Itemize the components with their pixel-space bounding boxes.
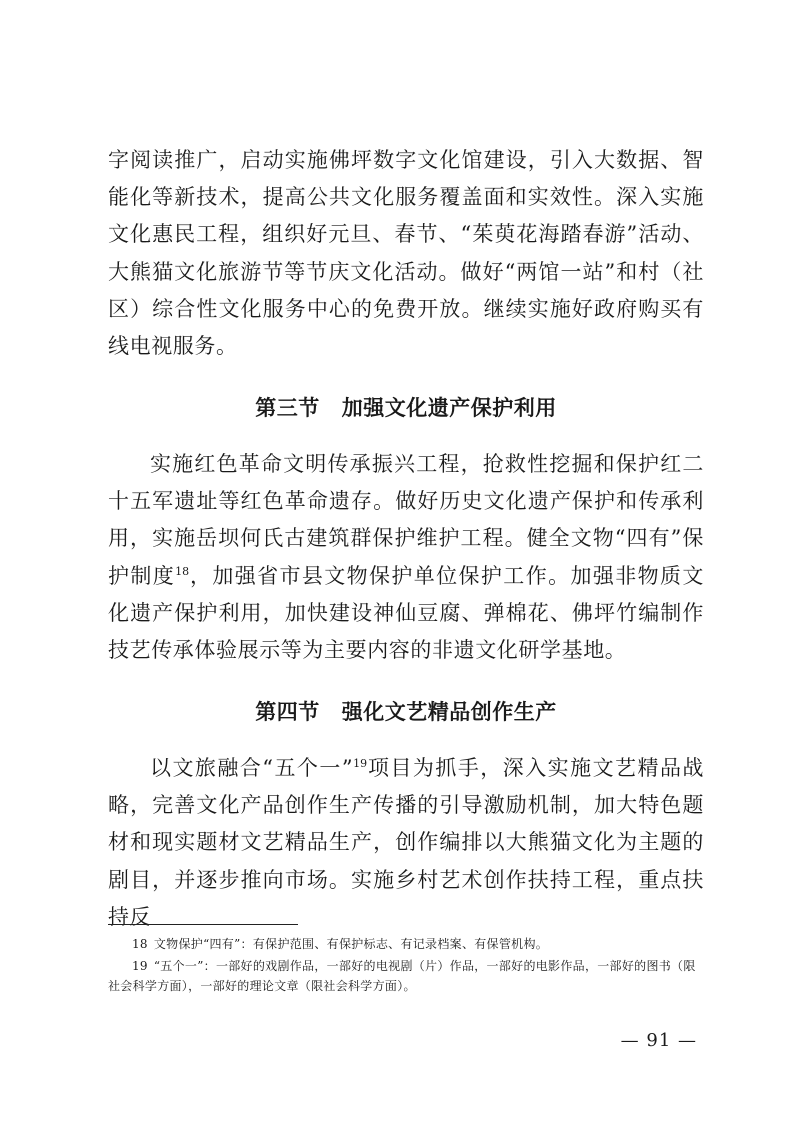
- footnote-text: 文物保护“四有”：有保护范围、有保护标志、有记录档案、有保管机构。: [153, 937, 549, 951]
- section-title: 加强文化遗产保护利用: [341, 396, 557, 420]
- footnote-number: 18: [132, 937, 148, 951]
- paragraph-text: 实施红色革命文明传承振兴工程，抢救性挖掘和保护红二十五军遗址等红色革命遗存。做好历史文化遗产保护和传承利用，实施岳坝何氏古建筑群保护维护工程。健全文物“四有”保护制度: [108, 452, 704, 588]
- footnote-ref-19[interactable]: 19: [353, 757, 368, 770]
- paragraph-text: ，加强省市县文物保护单位保护工作。加强非物质文化遗产保护利用，加快建设神仙豆腐、弹棉花、佛坪竹编制作技艺传承体验展示等为主要内容的非遗文化研学基地。: [108, 563, 704, 663]
- section-title: 强化文艺精品创作生产: [341, 700, 557, 724]
- paragraph-text: 以文旅融合“五个一”: [150, 756, 354, 780]
- footnote-text: “五个一”：一部好的戏剧作品，一部好的电视剧（片）作品，一部好的电影作品，一部好的图书（限社会科学方面），一部好的理论文章（限社会科学方面）。: [108, 959, 696, 993]
- section-heading-3: [108, 392, 704, 422]
- section-number: 第三节: [255, 396, 320, 420]
- footnote-ref-18[interactable]: 18: [175, 564, 190, 578]
- section-number: 第四节: [255, 700, 320, 724]
- paragraph-heritage: [108, 446, 704, 669]
- page-number: — 91 —: [620, 1030, 697, 1051]
- footnote-19: [108, 956, 704, 996]
- paragraph-public-culture: 字阅读推广，启动实施佛坪数字文化馆建设，引入大数据、智能化等新技术，提高公共文化服务覆盖面和实效性。深入实施文化惠民工程，组织好元旦、春节、“茱萸花海踏春游”活动、大熊猫文化旅游节等节庆文化活动。做好“两馆一站”和村（社区）综合性文化服务中心的免费开放。继续实施好政府购买有线电视服务。: [108, 148, 704, 359]
- footnote-number: 19: [132, 959, 148, 973]
- footnote-divider: [108, 924, 298, 925]
- footnote-18: [108, 934, 704, 954]
- paragraph-art-works: [108, 750, 704, 936]
- paragraph-text: 项目为抓手，深入实施文艺精品战略，完善文化产品创作生产传播的引导激励机制，加大特色题材和现实题材文艺精品生产，创作编排以大熊猫文化为主题的剧目，并逐步推向市场。实施乡村艺术创作扶持工程，重点扶持反: [108, 756, 704, 929]
- section-heading-4: [108, 696, 704, 726]
